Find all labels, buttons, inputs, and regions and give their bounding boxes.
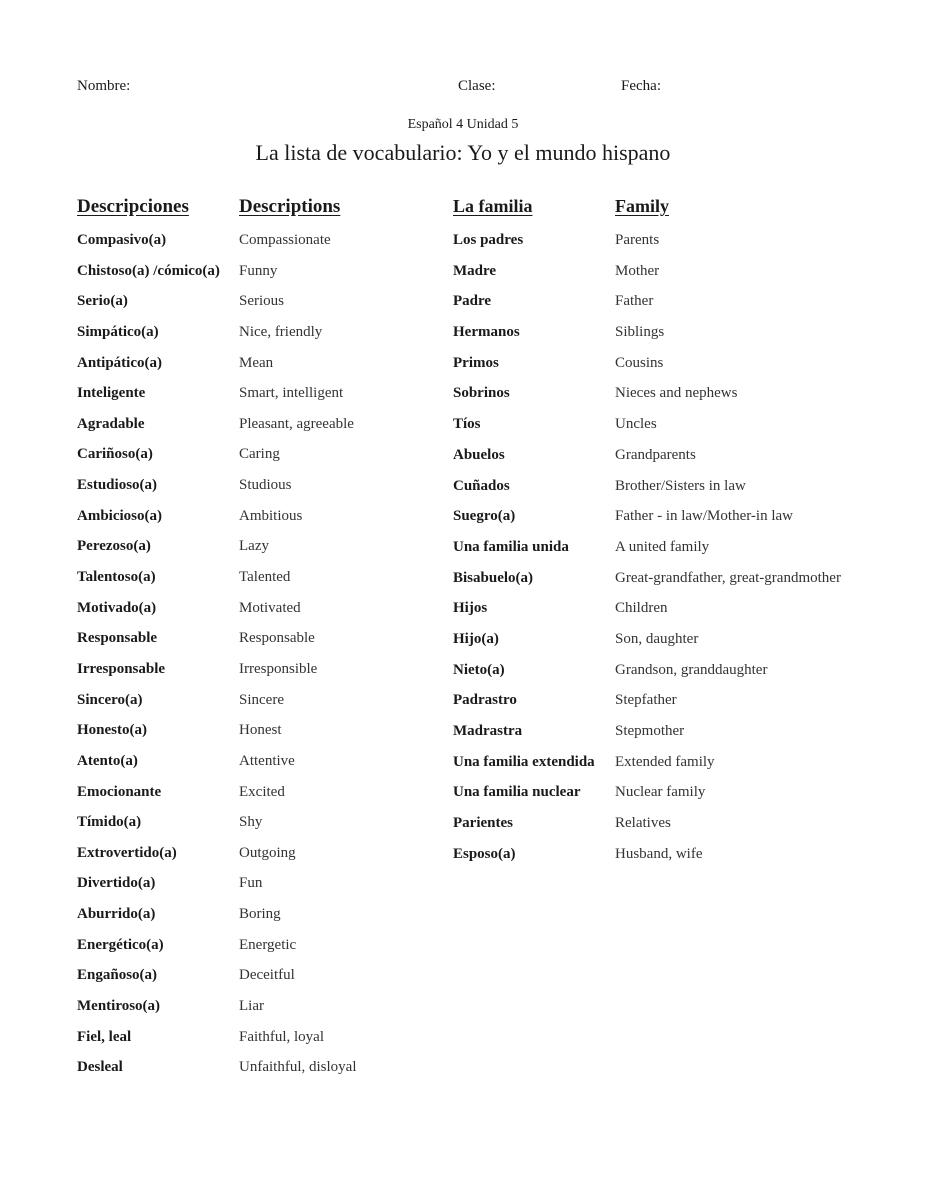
vocab-row [77,263,417,294]
english-translation: Energetic [239,936,297,953]
family-list [453,232,913,876]
spanish-term: Desleal [77,1059,123,1076]
english-translation: Brother/Sisters in law [615,477,746,494]
english-translation: Grandson, granddaughter [615,661,768,678]
spanish-term: Cariñoso(a) [77,446,153,463]
spanish-term: Chistoso(a) /cómico(a) [77,262,220,279]
english-translation: Siblings [615,324,665,341]
vocab-row [77,784,417,815]
english-translation: Nuclear family [615,784,706,801]
clase-label: Clase: [458,78,496,94]
spanish-term: Irresponsable [77,660,166,677]
spanish-term: Padre [453,293,492,310]
english-translation: Ambitious [239,507,303,524]
vocab-row [453,662,913,693]
spanish-term: Bisabuelo(a) [453,569,534,586]
heading-family: Family [615,196,669,216]
heading-descriptions: Descriptions [239,196,341,217]
vocab-row [77,569,417,600]
spanish-term: Honesto(a) [77,722,147,739]
spanish-term: Una familia nuclear [453,784,581,801]
spanish-term: Madre [453,262,497,279]
spanish-term: Extrovertido(a) [77,844,177,861]
vocab-row [77,967,417,998]
english-translation: Shy [239,814,263,831]
vocab-row [453,232,913,263]
spanish-term: Engañoso(a) [77,967,158,984]
spanish-term: Hijos [453,600,488,617]
vocab-row [453,416,913,447]
vocab-row [453,692,913,723]
english-translation: Serious [239,293,284,310]
spanish-term: Responsable [77,630,158,647]
spanish-term: Ambicioso(a) [77,507,162,524]
english-translation: Relatives [615,815,671,832]
spanish-term: Mentiroso(a) [77,998,161,1015]
english-translation: Liar [239,998,264,1015]
spanish-term: Sincero(a) [77,691,143,708]
heading-descripciones: Descripciones [77,196,189,217]
spanish-term: Serio(a) [77,293,128,310]
english-translation: Responsable [239,630,315,647]
vocab-row [453,754,913,785]
spanish-term: Perezoso(a) [77,538,151,555]
english-translation: Attentive [239,752,295,769]
english-translation: Great-grandfather, great-grandmother [615,569,841,586]
vocab-row [77,1059,417,1090]
spanish-term: Hijo(a) [453,630,499,647]
heading-la-familia: La familia [453,196,533,216]
vocab-row [453,723,913,754]
spanish-term: Primos [453,354,499,371]
english-translation: Faithful, loyal [239,1028,324,1045]
spanish-term: Antipático(a) [77,354,162,371]
spanish-term: Nieto(a) [453,661,505,678]
spanish-term: Aburrido(a) [77,906,156,923]
english-translation: Uncles [615,416,657,433]
vocab-row [77,753,417,784]
vocab-row [453,324,913,355]
vocab-row [453,784,913,815]
page-title: La lista de vocabulario: Yo y el mundo hispano [255,140,671,165]
spanish-term: Madrastra [453,723,523,739]
english-translation: Unfaithful, disloyal [239,1059,357,1076]
spanish-term: Inteligente [77,385,146,402]
vocab-row [453,263,913,294]
vocab-row [77,814,417,845]
spanish-term: Abuelos [453,446,505,463]
descriptions-column [77,196,417,1090]
spanish-term: Fiel, leal [77,1028,132,1045]
vocab-row [453,815,913,846]
english-translation: Studious [239,477,292,494]
english-translation: Stepmother [615,723,685,739]
spanish-term: Energético(a) [77,936,164,953]
spanish-term: Una familia extendida [453,753,595,770]
english-translation: Compassionate [239,232,331,248]
english-translation: Parents [615,232,660,248]
english-translation: Outgoing [239,844,296,861]
english-translation: Lazy [239,538,269,555]
descriptions-heading [77,196,417,224]
english-translation: Husband, wife [615,845,703,862]
english-translation: Father [615,293,654,310]
vocab-row [453,631,913,662]
vocab-row [77,630,417,661]
descriptions-list [77,232,417,1090]
spanish-term: Talentoso(a) [77,569,156,586]
spanish-term: Suegro(a) [453,508,516,525]
english-translation: Sincere [239,691,284,708]
vocab-row [77,355,417,386]
english-translation: Father - in law/Mother-in law [615,508,793,525]
english-translation: Honest [239,722,282,739]
vocab-row [77,906,417,937]
vocab-row [77,937,417,968]
spanish-term: Padrastro [453,692,517,709]
family-heading [453,196,913,224]
english-translation: Pleasant, agreeable [239,415,354,432]
english-translation: A united family [615,538,710,555]
english-translation: Nieces and nephews [615,385,738,402]
english-translation: Nice, friendly [239,323,323,340]
vocab-row [77,875,417,906]
vocab-row [453,846,913,877]
vocab-row [77,998,417,1029]
spanish-term: Los padres [453,232,524,248]
vocab-row [77,446,417,477]
english-translation: Mother [615,262,660,279]
spanish-term: Una familia unida [453,538,569,555]
vocab-row [453,570,913,601]
spanish-term: Compasivo(a) [77,232,167,248]
english-translation: Children [615,600,668,617]
vocab-row [77,385,417,416]
spanish-term: Parientes [453,815,513,832]
english-translation: Excited [239,783,285,800]
spanish-term: Tímido(a) [77,814,142,831]
english-translation: Grandparents [615,446,696,463]
vocab-row [77,845,417,876]
english-translation: Fun [239,875,263,892]
vocab-row [453,447,913,478]
vocab-row [77,477,417,508]
english-translation: Stepfather [615,692,677,709]
spanish-term: Estudioso(a) [77,477,158,494]
unit-subtitle: Español 4 Unidad 5 [407,117,519,132]
vocab-row [453,508,913,539]
vocab-row [77,232,417,263]
fecha-label: Fecha: [621,78,661,94]
spanish-term: Atento(a) [77,752,138,769]
spanish-term: Motivado(a) [77,599,157,616]
vocab-row [77,661,417,692]
nombre-label: Nombre: [77,78,131,94]
spanish-term: Agradable [77,415,145,432]
english-translation: Funny [239,262,278,279]
family-column [453,196,913,876]
english-translation: Motivated [239,599,301,616]
vocab-row [77,692,417,723]
vocab-row [77,416,417,447]
english-translation: Boring [239,906,281,923]
spanish-term: Esposo(a) [453,845,516,862]
spanish-term: Emocionante [77,783,162,800]
vocab-row [453,600,913,631]
spanish-term: Divertido(a) [77,875,156,892]
vocab-row [77,538,417,569]
vocab-row [453,478,913,509]
vocab-row [453,385,913,416]
vocab-row [453,293,913,324]
vocab-row [77,293,417,324]
english-translation: Talented [239,569,291,586]
spanish-term: Hermanos [453,324,520,341]
english-translation: Smart, intelligent [239,385,344,402]
spanish-term: Simpático(a) [77,323,159,340]
english-translation: Irresponsible [239,660,318,677]
english-translation: Mean [239,354,274,371]
vocab-row [77,508,417,539]
english-translation: Cousins [615,354,664,371]
vocab-row [77,1029,417,1060]
english-translation: Caring [239,446,280,463]
english-translation: Extended family [615,753,715,770]
vocab-row [77,722,417,753]
vocab-row [453,539,913,570]
vocab-row [453,355,913,386]
english-translation: Deceitful [239,967,295,984]
spanish-term: Sobrinos [453,385,510,402]
spanish-term: Cuñados [453,477,510,494]
english-translation: Son, daughter [615,630,699,647]
vocab-row [77,600,417,631]
vocab-row [77,324,417,355]
spanish-term: Tíos [453,416,481,433]
